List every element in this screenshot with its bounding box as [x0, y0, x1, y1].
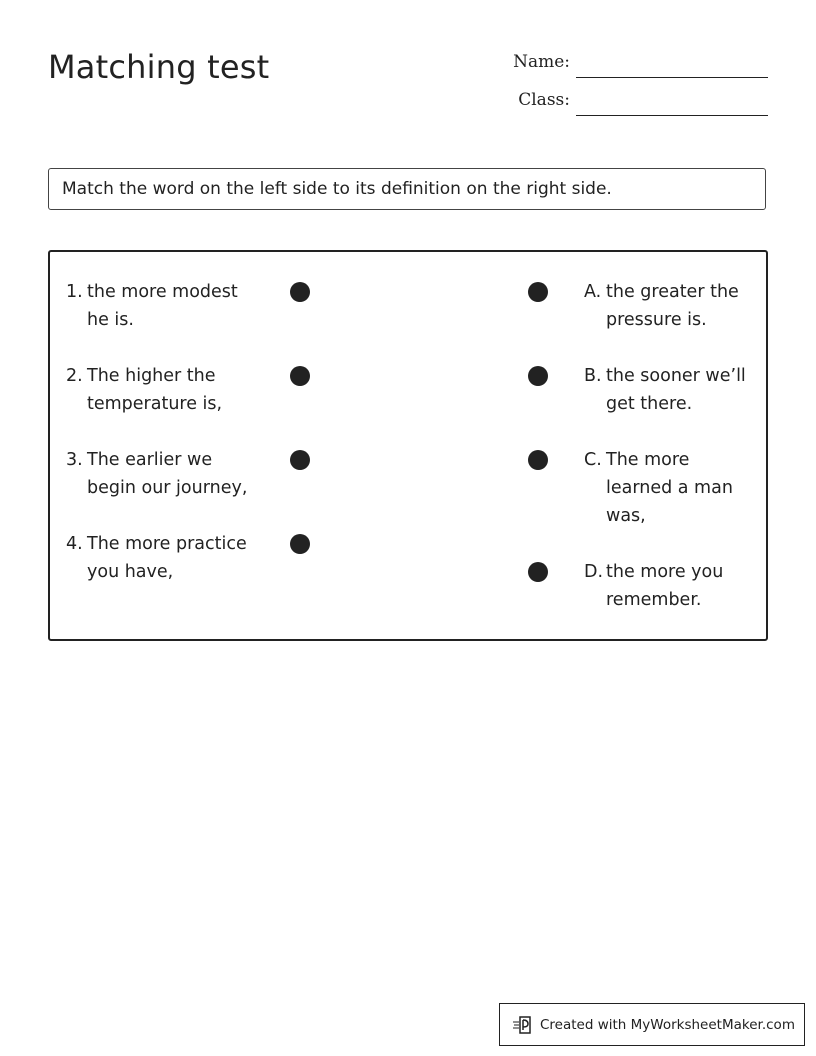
right-item-text: the sooner we’ll get there. [606, 366, 746, 414]
left-match-dot-1[interactable] [290, 282, 310, 302]
right-item-letter: D. [584, 562, 604, 582]
instructions-box: Match the word on the left side to its definition on the right side. [48, 168, 766, 210]
right-item-a [584, 278, 760, 334]
right-match-dot-d[interactable] [528, 562, 548, 582]
left-match-dot-2[interactable] [290, 366, 310, 386]
right-match-dot-b[interactable] [528, 366, 548, 386]
class-label: Class: [518, 90, 570, 110]
left-item-number: 1. [66, 282, 83, 302]
right-item-letter: A. [584, 282, 602, 302]
left-item-1 [66, 278, 256, 334]
left-item-text: The earlier we begin our journey, [87, 450, 248, 498]
left-item-3 [66, 446, 256, 502]
left-item-text: The higher the temperature is, [87, 366, 223, 414]
worksheet-maker-logo-icon [512, 1015, 534, 1035]
matching-box [48, 250, 768, 641]
page-title: Matching test [48, 48, 270, 86]
footer-text: Created with MyWorksheetMaker.com [540, 1016, 795, 1033]
right-item-letter: B. [584, 366, 602, 386]
name-field [500, 48, 768, 78]
left-match-dot-3[interactable] [290, 450, 310, 470]
left-item-4 [66, 530, 256, 586]
left-match-dot-4[interactable] [290, 534, 310, 554]
left-item-text: the more modest he is. [87, 282, 238, 330]
right-item-text: The more learned a man was, [606, 450, 733, 526]
right-item-letter: C. [584, 450, 602, 470]
left-item-2 [66, 362, 256, 418]
right-match-dot-c[interactable] [528, 450, 548, 470]
left-item-text: The more practice you have, [87, 534, 247, 582]
class-field [500, 86, 768, 116]
class-line[interactable] [576, 115, 768, 116]
right-item-text: the greater the pressure is. [606, 282, 739, 330]
left-item-number: 3. [66, 450, 83, 470]
right-item-c [584, 446, 760, 530]
right-match-dot-a[interactable] [528, 282, 548, 302]
name-label: Name: [513, 52, 570, 72]
left-item-number: 2. [66, 366, 83, 386]
footer-badge[interactable] [499, 1003, 805, 1046]
left-item-number: 4. [66, 534, 83, 554]
right-item-d [584, 558, 760, 614]
right-item-b [584, 362, 760, 418]
name-line[interactable] [576, 77, 768, 78]
right-item-text: the more you remember. [606, 562, 724, 610]
